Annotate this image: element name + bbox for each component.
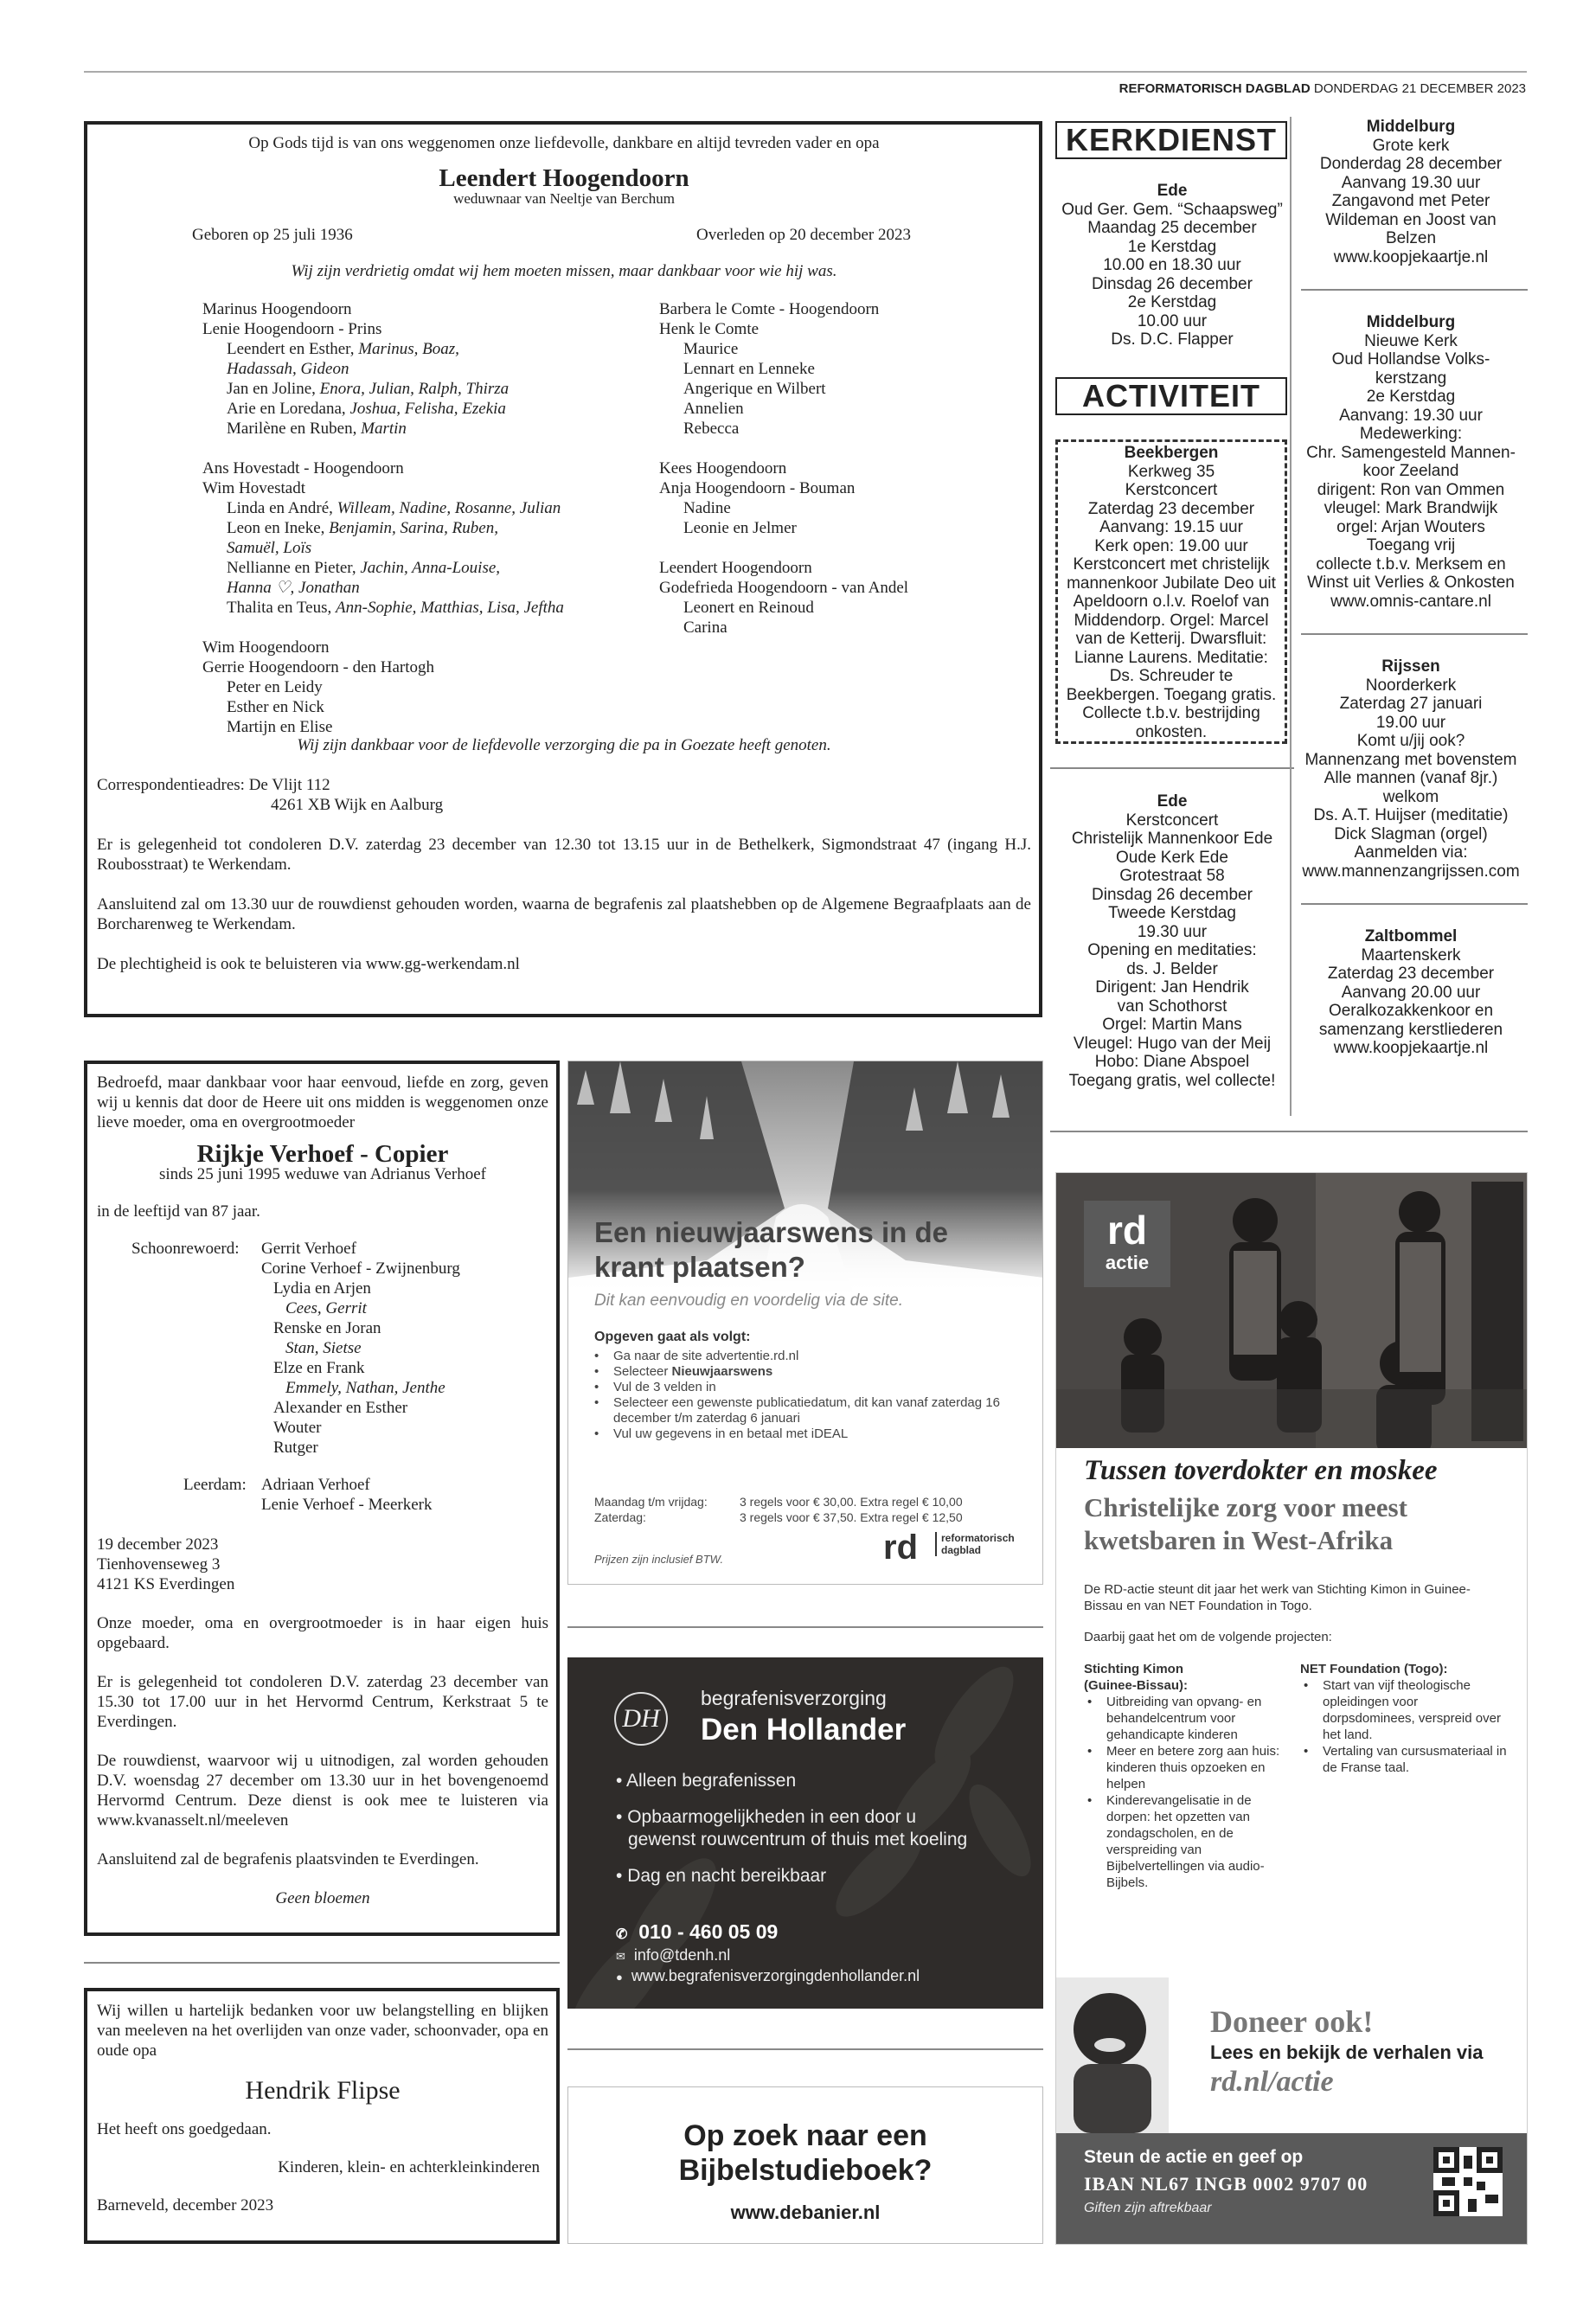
listing-line: Komt u/jij ook? [1356,732,1465,750]
dh-big: Den Hollander [701,1713,907,1747]
listing-line: mannenkoor Jubilate Deo uit [1067,574,1276,593]
header-date: DONDERDAG 21 DECEMBER 2023 [1313,81,1526,96]
family-line: Leendert Hoogendoorn [659,559,812,577]
nj-incl: Prijzen zijn inclusief BTW. [594,1553,724,1566]
listing-line: Wildeman en Joost van [1325,210,1497,229]
listing-line: Vleugel: Hugo van der Meij [1073,1034,1272,1053]
family-line: Nellianne en Pieter, Jachin, Anna-Louise, [227,559,501,577]
dh-web[interactable] [616,1967,920,1985]
activiteit-title: ACTIVITEIT [1082,378,1260,413]
listing-line: Dick Slagman (orgel) [1334,824,1488,843]
dh-b2b: gewenst rouwcentrum of thuis met koeling [628,1830,968,1849]
family-line: Angerique en Wilbert [683,380,826,398]
page-header [1119,81,1526,96]
leerdam-label: Leerdam: [183,1476,247,1494]
listing-line: ds. J. Belder [1126,959,1218,978]
listing-line: Orgel: Martin Mans [1102,1016,1242,1034]
listing-line: welkom [1382,787,1439,806]
family-line: Arie en Loredana, Joshua, Felisha, Ezekia [227,400,506,418]
listing-line: Mannenzang met bovenstem [1304,750,1517,769]
notice1-p2: Aansluitend zal om 13.30 uur de rouwdienst gehouden worden, waarna de begrafenis zal plaatshebben op de Algemene Begraafplaats aan de Borcharenweg te Werkendam. [97,895,1031,933]
listing-line: samenzang kerstliederen [1318,1020,1503,1039]
listing-line: Opening en meditaties: [1087,941,1257,959]
listing-line: Grote kerk [1372,136,1450,155]
dh-mail[interactable] [616,1946,730,1965]
listing-line: Aanvang 20.00 uur [1341,983,1481,1002]
steun: Steun de actie en geef op [1084,2147,1304,2167]
dh-b1: Alleen begrafenissen [626,1771,797,1791]
dh-bullet-1: • Alleen begrafenissen [616,1771,797,1791]
dh-web-text: www.begrafenisverzorgingdenhollander.nl [631,1967,920,1984]
nj-price2-label: Zaterdag: [594,1510,646,1524]
right-column [1294,118,1528,1058]
rd-actie-h2a: Christelijke zorg voor meest [1084,1492,1407,1522]
notice1-sub: weduwnaar van Neeltje van Berchum [453,190,675,207]
notice2-family [97,1239,548,1458]
rd-actie-logo-rd: rd [1107,1208,1147,1253]
family-line: Anja Hoogendoorn - Bouman [659,479,856,497]
nj-prices [594,1494,1027,1525]
family-line: Carina [683,619,727,637]
listing-line: Zangavond met Peter [1331,192,1490,210]
family-line: Leon en Ineke, Benjamin, Sarina, Ruben, [227,519,498,537]
rd-actie-p2: Daarbij gaat het om de volgende projecten: [1084,1630,1332,1644]
family-line: Corine Verhoef - Zwijnenburg [261,1259,460,1278]
listing-line: www.mannenzangrijssen.com [1302,862,1520,881]
listing-middelburg [1294,118,1528,266]
project-item: • Kinderevangelisatie in de dorpen: het opzetten van zondagscholen, en de verspreiding van Bijbelvertellingen via audio-Bijbels. [1087,1793,1265,1890]
rd-logo [883,1529,1015,1567]
banier-l2: Bijbelstudieboek? [678,2154,933,2187]
dh-monogram [614,1692,668,1746]
project-item: • Uitbreiding van opvang- en behandelcentrum voor gehandicapte kinderen [1087,1695,1262,1742]
activiteit-beekbergen [1057,444,1285,741]
rule [1301,289,1528,291]
notice1-dates [97,225,1031,245]
listing-line: Oud Ger. Gem. “Schaapsweg” [1061,200,1283,219]
family-line: Linda en André, Willeam, Nadine, Rosanne, Julian [227,499,561,517]
ede2-lines [1050,811,1294,1091]
listing-line: Kerstconcert [1125,481,1218,499]
notice2-p2: Er is gelegenheid tot condoleren D.V. zaterdag 23 december van 15.30 tot 17.00 uur in het Hervormd Centrum, Kerkstraat 5 te Everdingen. [97,1673,548,1731]
dh-phone-text: 010 - 460 05 09 [638,1920,779,1943]
family-line: Alexander en Esther [273,1399,408,1417]
project-item: • Start van vijf theologische opleidingen voor dorpsdominees, verspreid over het land. [1304,1678,1501,1742]
listing-line: Hobo: Diane Abspoel [1094,1053,1250,1071]
listing-line: 10.00 uur [1137,311,1208,330]
leerdam-2: Lenie Verhoef - Meerkerk [261,1496,433,1514]
listing-line: Christelijk Mannenkoor Ede [1071,830,1273,848]
notice1-addr2: 4261 XB Wijk en Aalburg [271,796,444,814]
rd-actie-logo [1084,1201,1170,1287]
rd-actie-h1: Tussen toverdokter en moskee [1084,1455,1438,1486]
listing-line: orgel: Arjan Wouters [1336,517,1485,536]
notice3-body [97,2001,548,2215]
notice1-p3: De plechtigheid is ook te beluisteren via www.gg-werkendam.nl [97,955,520,973]
ede1-place: Ede [1157,182,1188,200]
notice2-intro: Bedroefd, maar dankbaar voor haar eenvoud, liefde en zorg, geven wij u kennis dat door de Heere uit ons midden is weggenomen onze lieve moeder, oma en overgrootmoeder [97,1074,548,1131]
iban: IBAN NL67 INGB 0002 9707 00 [1084,2173,1368,2195]
rd-actie-p1: De RD-actie steunt dit jaar het werk van Stichting Kimon in Guinee-Bissau en van NET Foundation in Togo. [1084,1582,1471,1613]
notice3-l2: Kinderen, klein- en achterkleinkinderen [278,2158,540,2176]
notice2-sub: sinds 25 juni 1995 weduwe van Adrianus Verhoef [158,1165,486,1183]
family-line: Renske en Joran [273,1319,381,1337]
nj-price1: 3 regels voor € 30,00. Extra regel € 10,00 [740,1495,963,1509]
listing-line: Aanmelden via: [1354,843,1468,862]
notice1-born: Geboren op 25 juli 1936 [192,226,353,244]
kimon-title: Stichting Kimon [1084,1662,1183,1676]
nj-title-1: Een nieuwjaarswens in de [594,1216,948,1248]
notice2-street: Tienhovenseweg 3 [97,1555,221,1574]
notice2-name: Rijkje Verhoef - Copier [196,1140,449,1168]
nj-step: • Selecteer Nieuwjaarswens [594,1364,773,1379]
listing-line: Grotestraat 58 [1119,867,1225,885]
rd-actie-url[interactable]: rd.nl/actie [1210,2066,1334,2098]
listing-rijssen [1294,657,1528,881]
dh-mail-text: info@tdenh.nl [633,1946,731,1964]
listing-line: 19.30 uur [1137,922,1208,941]
listing-line: www.omnis-cantare.nl [1330,592,1491,611]
family-line: Rebecca [683,420,740,438]
family-line: Marilène en Ruben, Martin [227,420,407,438]
family-right [659,299,908,638]
notice2-p4: Aansluitend zal de begrafenis plaatsvinden te Everdingen. [97,1850,479,1868]
family-line: Barbera le Comte - Hoogendoorn [659,300,880,318]
listing-place: Zaltbommel [1364,927,1458,945]
rule [84,1962,560,1964]
listing-line: Zaterdag 23 december [1087,499,1255,518]
family-line: Nadine [683,499,731,517]
family-left [202,299,564,737]
rd-actie-lees: Lees en bekijk de verhalen via [1210,2041,1484,2063]
family-line [202,618,564,638]
listing-line: onkosten. [1135,722,1208,741]
listing-line: kerstzang [1375,369,1447,388]
column-divider [1290,117,1292,1116]
listing-line: Zaterdag 23 december [1327,965,1495,983]
notice3-intro: Wij willen u hartelijk bedanken voor uw belangstelling en blijken van meeleven na het overlijden van onze vader, schoonvader, opa en oude opa [97,2002,548,2060]
listing-line: Beekbergen. Toegang gratis. [1066,685,1277,704]
nj-opgeven: Opgeven gaat als volgt: [594,1330,751,1344]
mail-icon: ✉ [616,1950,625,1963]
listing-line: Aanvang 19.30 uur [1341,173,1481,192]
listing-line: Maartenskerk [1361,945,1461,965]
leerdam-1: Adriaan Verhoef [261,1476,370,1494]
family-line: Ans Hovestadt - Hoogendoorn [202,459,404,478]
rule [1301,633,1528,635]
beek-place: Beekbergen [1124,444,1219,462]
family-line: Peter en Leidy [227,678,323,696]
den-hollander-ad [567,1657,1043,2009]
family-line [202,439,564,458]
dh-b2a: Opbaarmogelijkheden in een door u [627,1807,917,1827]
giften: Giften zijn aftrekbaar [1084,2201,1212,2215]
listing-line: Dinsdag 26 december [1092,885,1253,904]
listing-line: van de Ketterij. Dwarsfluit: [1075,630,1267,648]
listing-line: Aanvang: 19.30 uur [1339,406,1483,425]
family-line: Leonert en Reinoud [683,599,814,617]
listing-line: Maandag 25 december [1087,219,1257,237]
rule [567,2048,1043,2050]
listing-line: vleugel: Mark Brandwijk [1324,499,1498,517]
kimon-sub: (Guinee-Bissau): [1084,1678,1189,1693]
listing-line: dirigent: Ron van Ommen [1317,480,1505,499]
listing-line: Oud Hollandse Volks- [1331,350,1490,369]
family-line: Leonie en Jelmer [683,519,797,537]
listing-line: Ds. A.T. Huijser (meditatie) [1313,806,1509,824]
notice3-name: Hendrik Flipse [245,2076,401,2105]
rd-logo-line1: reformatorisch [941,1532,1015,1544]
listing-line: Nieuwe Kerk [1364,331,1458,350]
notice2-p1: Onze moeder, oma en overgrootmoeder is in haar eigen huis opgebaard. [97,1614,548,1652]
family-line: Gerrie Hoogendoorn - den Hartogh [202,658,435,676]
dh-b3: Dag en nacht bereikbaar [627,1866,827,1886]
family-line: Elze en Frank [273,1359,365,1377]
family-line: Lennart en Lenneke [683,360,815,378]
family-line: Leendert en Esther, Marinus, Boaz, [227,340,459,358]
phone-icon: ✆ [616,1927,628,1942]
nj-title-2: krant plaatsen? [594,1251,805,1283]
nj-opgeven-text: Opgeven gaat als volgt [594,1330,747,1344]
listing-line: Alle mannen (vanaf 8jr.) [1324,769,1498,787]
family-line: Schoonrewoerd: Gerrit Verhoef [131,1240,356,1258]
listing-line: van Schothorst [1117,997,1227,1016]
kerkdienst-ede [1050,182,1294,349]
listing-line: www.koopjekaartje.nl [1333,1039,1489,1057]
rule [1050,767,1294,769]
notice1-died: Overleden op 20 december 2023 [696,226,911,244]
net-items [1300,1677,1508,1776]
top-rule [84,71,1527,73]
listing-line: Kerk open: 19.00 uur [1094,536,1248,555]
family-line: Cees, Gerrit [285,1299,367,1317]
listing-line: Medewerking: [1359,425,1463,443]
family-line: Kees Hoogendoorn [659,459,787,478]
nieuwjaarswens-ad [567,1061,1043,1585]
listing-line: Ds. Schreuder te [1109,667,1234,685]
notice1-addr1: Correspondentieadres: De Vlijt 112 [97,776,330,794]
dh-phone[interactable] [616,1920,778,1944]
listing-line: Apeldoorn o.l.v. Roelof van [1073,593,1270,611]
notice1-p1: Er is gelegenheid tot condoleren D.V. zaterdag 23 december van 12.30 tot 13.15 uur in de Bethelkerk, Sigmondstraat 47 (ingang H.J. Roubosstraat) te Werkendam. [97,836,1031,874]
rd-actie-h2 [1084,1491,1407,1557]
family-line: Wim Hoogendoorn [202,638,330,657]
notice1-thanks: Wij zijn dankbaar voor de liefdevolle verzorging die pa in Goezate heeft genoten. [297,736,831,754]
nj-step: • Ga naar de site advertentie.rd.nl [594,1349,799,1363]
nj-step: • Vul uw gegevens in en betaal met iDEAL [594,1426,849,1441]
listing-line: Winst uit Verlies & Onkosten [1307,574,1515,592]
family-line [659,538,908,558]
listing-line: Toegang gratis, wel collecte! [1068,1071,1276,1090]
listing-line: Donderdag 28 december [1319,155,1503,173]
family-line: Hanna ♡, Jonathan [227,579,360,597]
kerkdienst-header [1055,121,1287,159]
listing-line: Oeralkozakkenkoor en [1328,1002,1494,1020]
family-line: Samuël, Loïs [227,539,312,557]
notice2-end: Geen bloemen [275,1889,370,1907]
listing-line: 1e Kerstdag [1127,237,1217,256]
rd-actie-footer [1056,2133,1528,2245]
dh-monogram-text: DH [622,1704,660,1733]
banier-l1: Op zoek naar een [683,2119,927,2152]
notice2-leerdam [97,1475,548,1515]
rd-logo-text [935,1532,1015,1556]
notice1-name: Leendert Hoogendoorn [439,164,689,192]
nj-steps [594,1349,1001,1442]
family-line: Rutger [273,1439,318,1457]
listing-place: Rijssen [1381,657,1440,676]
family-line: Martijn en Elise [227,718,333,736]
listing-line: Aanvang: 19.15 uur [1099,518,1243,536]
notice2-city: 4121 KS Everdingen [97,1575,235,1593]
nj-price1-label: Maandag t/m vrijdag: [594,1495,708,1509]
listing-line: Noorderkerk [1365,676,1457,695]
family-line: Thalita en Teus, Ann-Sophie, Matthias, Lisa, Jeftha [227,599,564,617]
rd-actie-logo-actie: actie [1105,1252,1150,1273]
dh-bullet-2: • Opbaarmogelijkheden in een door u [616,1807,917,1827]
listing-line: www.koopjekaartje.nl [1333,247,1489,266]
listing-middelburg [1294,313,1528,611]
notice2-body [97,1073,548,1908]
net-title: NET Foundation (Togo): [1300,1662,1448,1676]
nj-step: • Vul de 3 velden in [594,1380,716,1394]
kerkdienst-title: KERKDIENST [1065,122,1278,157]
rd-actie-h2b: kwetsbaren in West-Afrika [1084,1525,1394,1555]
notice2-age: in de leeftijd van 87 jaar. [97,1202,260,1221]
listing-line: Kerstconcert [1125,811,1219,830]
family-line: Stan, Sietse [285,1339,362,1357]
dh-bullets [616,1770,967,1888]
family-line [659,439,908,458]
family-line: Annelien [683,400,744,418]
beek-lines [1057,463,1285,742]
family-line: Maurice [683,340,739,358]
listing-line: 2e Kerstdag [1127,293,1217,311]
listing-zaltbommel [1294,927,1528,1058]
ede2-place: Ede [1157,792,1188,811]
listing-line: 19.00 uur [1375,713,1446,732]
dh-bullet-3: • Dag en nacht bereikbaar [616,1866,827,1886]
family-line: Marinus Hoogendoorn [202,300,352,318]
rule [1050,1131,1528,1132]
listing-line: Ds. D.C. Flapper [1111,330,1234,349]
ede1-lines [1050,201,1294,349]
qr-code-icon[interactable] [1433,2147,1503,2216]
nj-price2: 3 regels voor € 37,50. Extra regel € 12,50 [740,1510,963,1524]
listing-line: Lianne Laurens. Meditatie: [1074,648,1268,667]
rule [567,1626,1043,1628]
project-item: • Vertaling van cursusmateriaal in de Franse taal. [1304,1744,1507,1775]
child-photo [1056,1977,1169,2133]
listing-line: 2e Kerstdag [1366,388,1456,406]
debanier-ad [567,2086,1043,2244]
dh-small: begrafenisverzorging [701,1687,887,1709]
listing-line: koor Zeeland [1362,462,1459,480]
notice1-body [97,133,1031,974]
listing-line: Zaterdag 27 januari [1339,695,1483,713]
project-item: • Meer en betere zorg aan huis: kinderen thuis opzoeken en helpen [1087,1744,1280,1791]
rule [1301,903,1528,905]
kimon-block [1084,1661,1292,1891]
family-line: Henk le Comte [659,320,760,338]
nj-sub: Dit kan eenvoudig en voordelig via de site. [594,1292,904,1310]
listing-line: collecte t.b.v. Merksem en [1316,554,1506,574]
kimon-items [1084,1694,1292,1891]
listing-line: Collecte t.b.v. bestrijding [1082,704,1260,722]
notice2-p3: De rouwdienst, waarvoor wij u uitnodigen, zal worden gehouden D.V. woensdag 27 december om 13.30 uur in het bovengenoemd Hervormd Centrum. Deze dienst is ook mee te luisteren via www.kvanasselt.nl/meeleven [97,1752,548,1830]
paper-name: REFORMATORISCH DAGBLAD [1118,81,1311,96]
family-line: Esther en Nick [227,698,324,716]
listing-line: Dirigent: Jan Hendrik [1095,978,1249,997]
family-line: Wouter [273,1419,322,1437]
listing-line: Kerstconcert met christelijk [1073,555,1270,574]
listing-line: Chr. Samengesteld Mannen- [1306,443,1516,462]
listing-line: Tweede Kerstdag [1108,904,1236,922]
family-line: Lydia en Arjen [273,1279,371,1298]
notice3-l3: Barneveld, december 2023 [97,2196,274,2214]
doneer: Doneer ook! [1210,2004,1374,2039]
family-line: Hadassah, Gideon [227,360,349,378]
rd-logo-mark: rd [883,1529,918,1567]
family-line: Godefrieda Hoogendoorn - van Andel [659,579,909,597]
listing-line: Belzen [1385,229,1437,247]
notice3-l1: Het heeft ons goedgedaan. [97,2120,272,2138]
banier-web[interactable]: www.debanier.nl [730,2202,881,2223]
nj-title [594,1215,948,1285]
listing-line: 10.00 en 18.30 uur [1103,256,1241,274]
rd-logo-line2: dagblad [941,1544,982,1556]
listing-line: Kerkweg 35 [1127,462,1215,481]
family-line: Emmely, Nathan, Jenthe [285,1379,445,1397]
listing-line: Oude Kerk Ede [1116,848,1228,867]
family-line: Wim Hovestadt [202,479,306,497]
notice1-family [97,299,1031,736]
listing-place: Middelburg [1366,118,1456,136]
net-block [1300,1661,1508,1776]
activiteit-ede [1050,792,1294,1090]
notice1-sad: Wij zijn verdrietig omdat wij hem moeten missen, maar dankbaar voor wie hij was. [291,262,837,280]
rd-actie-ad [1055,1172,1528,2245]
activiteit-header [1055,377,1287,415]
family-line: Lenie Hoogendoorn - Prins [202,320,382,338]
globe-icon: ● [616,1971,623,1984]
notice1-intro: Op Gods tijd is van ons weggenomen onze liefdevolle, dankbare en altijd tevreden vader en opa [248,134,880,152]
notice2-date: 19 december 2023 [97,1535,219,1554]
listing-line: Middendorp. Orgel: Marcel [1074,611,1269,630]
family-line: Jan en Joline, Enora, Julian, Ralph, Thirza [227,380,510,398]
listing-place: Middelburg [1366,313,1456,331]
listing-line: Dinsdag 26 december [1092,274,1253,293]
listing-line: Toegang vrij [1366,536,1456,554]
nj-step: • Selecteer een gewenste publicatiedatum, dit kan vanaf zaterdag 16 december t/m zaterdag 6 januari [594,1395,1000,1426]
